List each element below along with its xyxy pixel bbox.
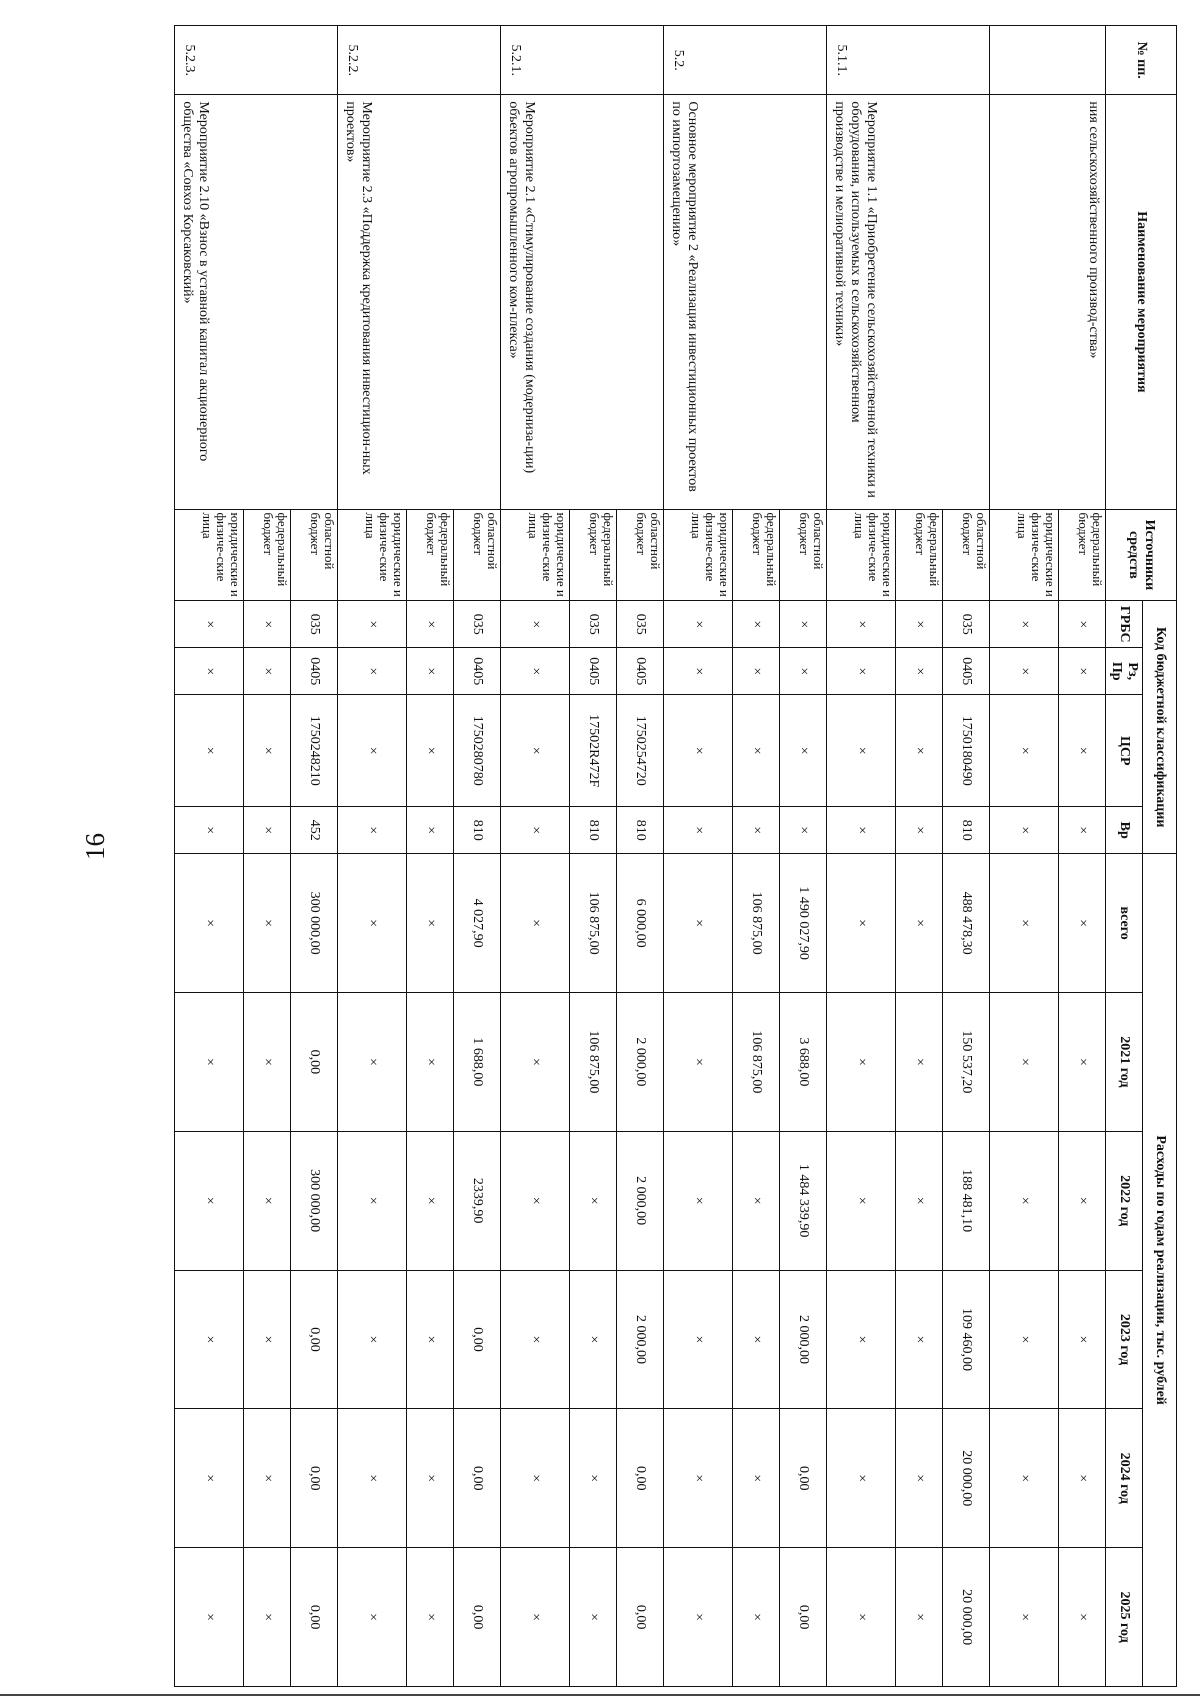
header-total: всего <box>1105 854 1142 993</box>
cell-grbs: × <box>895 601 942 648</box>
funding-source: областной бюджет <box>779 509 826 601</box>
cell-rzpr: 0405 <box>569 648 616 695</box>
table-row <box>616 26 663 1687</box>
header-2022: 2022 год <box>1105 1131 1142 1270</box>
cell-y2025: 0,00 <box>453 1548 500 1687</box>
cell-grbs: 035 <box>290 601 337 648</box>
cell-y2023: × <box>895 1270 942 1409</box>
cell-total: 488 478,30 <box>942 854 989 993</box>
cell-rzpr: × <box>175 648 244 695</box>
cell-grbs: × <box>732 601 779 648</box>
row-number: 5.1.1. <box>827 26 990 95</box>
cell-y2024: × <box>569 1409 616 1548</box>
cell-rzpr: 0405 <box>453 648 500 695</box>
cell-csr: × <box>243 695 290 807</box>
cell-y2025: × <box>732 1548 779 1687</box>
cell-total: × <box>243 854 290 993</box>
cell-y2024: 0,00 <box>616 1409 663 1548</box>
cell-csr: 1750180490 <box>942 695 989 807</box>
cell-y2023: × <box>501 1270 570 1409</box>
cell-vr: × <box>732 807 779 854</box>
header-name: Наименование мероприятия <box>1105 95 1176 509</box>
row-number: 5.2.2. <box>338 26 501 95</box>
cell-y2022: 2339,90 <box>453 1131 500 1270</box>
cell-y2022: × <box>243 1131 290 1270</box>
cell-y2025: 0,00 <box>616 1548 663 1687</box>
cell-y2022: 1 484 339,90 <box>779 1131 826 1270</box>
cell-vr: 810 <box>453 807 500 854</box>
cell-vr: × <box>501 807 570 854</box>
cell-rzpr: × <box>732 648 779 695</box>
header-budget-code: Код бюджетной классификации <box>1143 601 1177 854</box>
funding-source: федеральный бюджет <box>895 509 942 601</box>
cell-y2024: × <box>406 1409 453 1548</box>
funding-source: областной бюджет <box>942 509 989 601</box>
funding-source: федеральный бюджет <box>569 509 616 601</box>
page-number: 16 <box>80 833 110 860</box>
cell-y2023: 2 000,00 <box>616 1270 663 1409</box>
cell-y2024: 0,00 <box>453 1409 500 1548</box>
cell-grbs: × <box>779 601 826 648</box>
cell-y2021: 106 875,00 <box>569 993 616 1132</box>
cell-rzpr: × <box>338 648 407 695</box>
cell-y2023: × <box>1058 1270 1105 1409</box>
measure-name: Мероприятие 1.1 «Приобретение сельскохозяйственной техники и оборудования, используемых в сельскохозяйственном производстве и мелиоративной техники» <box>827 95 990 509</box>
cell-y2025: 20 000,00 <box>942 1548 989 1687</box>
cell-y2025: × <box>338 1548 407 1687</box>
cell-vr: × <box>175 807 244 854</box>
cell-y2023: × <box>338 1270 407 1409</box>
cell-y2022: × <box>175 1131 244 1270</box>
cell-grbs: × <box>990 601 1059 648</box>
cell-y2022: 188 481,10 <box>942 1131 989 1270</box>
cell-rzpr: 0405 <box>942 648 989 695</box>
cell-rzpr: 0405 <box>290 648 337 695</box>
cell-vr: 810 <box>569 807 616 854</box>
cell-y2021: × <box>1058 993 1105 1132</box>
funding-source: федеральный бюджет <box>732 509 779 601</box>
cell-rzpr: × <box>990 648 1059 695</box>
funding-source: юридические и физиче-ские лица <box>175 509 244 601</box>
header-source: Источники средств <box>1105 509 1176 601</box>
funding-source: областной бюджет <box>616 509 663 601</box>
cell-total: 6 000,00 <box>616 854 663 993</box>
cell-y2025: 0,00 <box>779 1548 826 1687</box>
cell-y2024: × <box>732 1409 779 1548</box>
cell-y2024: × <box>990 1409 1059 1548</box>
cell-y2021: 1 688,00 <box>453 993 500 1132</box>
cell-y2024: × <box>243 1409 290 1548</box>
funding-source: федеральный бюджет <box>1058 509 1105 601</box>
cell-y2021: × <box>501 993 570 1132</box>
cell-grbs: × <box>175 601 244 648</box>
rotated-table-container <box>174 25 1177 1687</box>
cell-csr: × <box>501 695 570 807</box>
cell-y2023: × <box>243 1270 290 1409</box>
row-number: 5.2.1. <box>501 26 664 95</box>
cell-y2025: × <box>243 1548 290 1687</box>
cell-y2023: 109 460,00 <box>942 1270 989 1409</box>
cell-y2024: × <box>827 1409 896 1548</box>
cell-vr: × <box>990 807 1059 854</box>
table-row <box>1058 26 1105 1687</box>
cell-y2022: 300 000,00 <box>290 1131 337 1270</box>
header-2025: 2025 год <box>1105 1548 1142 1687</box>
funding-source: юридические и физиче-ские лица <box>664 509 733 601</box>
cell-grbs: × <box>1058 601 1105 648</box>
measure-name: Мероприятие 2.1 «Стимулирование создания (модерниза-ции) объектов агропромышленного ком-плекса» <box>501 95 664 509</box>
cell-total: 106 875,00 <box>732 854 779 993</box>
cell-csr: × <box>175 695 244 807</box>
cell-total: × <box>501 854 570 993</box>
cell-vr: × <box>338 807 407 854</box>
cell-grbs: 035 <box>453 601 500 648</box>
cell-grbs: × <box>664 601 733 648</box>
measure-name: Основное мероприятие 2 «Реализация инвестиционных проектов по импортозамещению» <box>664 95 827 509</box>
cell-csr: × <box>732 695 779 807</box>
header-2024: 2024 год <box>1105 1409 1142 1548</box>
header-csr: ЦСР <box>1105 695 1142 807</box>
cell-csr: × <box>1058 695 1105 807</box>
row-number <box>990 26 1106 95</box>
cell-y2023: × <box>569 1270 616 1409</box>
cell-y2024: × <box>1058 1409 1105 1548</box>
scan-edge-line <box>0 1694 1200 1696</box>
cell-y2023: 0,00 <box>290 1270 337 1409</box>
cell-y2024: × <box>895 1409 942 1548</box>
cell-y2025: × <box>664 1548 733 1687</box>
funding-source: областной бюджет <box>290 509 337 601</box>
funding-source: юридические и физиче-ские лица <box>827 509 896 601</box>
cell-grbs: × <box>338 601 407 648</box>
table-row <box>453 26 500 1687</box>
cell-y2021: × <box>827 993 896 1132</box>
funding-source: областной бюджет <box>453 509 500 601</box>
funding-source: федеральный бюджет <box>406 509 453 601</box>
cell-y2025: × <box>406 1548 453 1687</box>
funding-source: юридические и физиче-ские лица <box>338 509 407 601</box>
cell-rzpr: × <box>779 648 826 695</box>
cell-y2025: × <box>895 1548 942 1687</box>
cell-total: × <box>406 854 453 993</box>
cell-y2024: × <box>175 1409 244 1548</box>
cell-y2021: 150 537,20 <box>942 993 989 1132</box>
funding-source: федеральный бюджет <box>243 509 290 601</box>
cell-csr: × <box>406 695 453 807</box>
cell-y2022: × <box>569 1131 616 1270</box>
cell-total: × <box>827 854 896 993</box>
table-row <box>779 26 826 1687</box>
cell-total: 106 875,00 <box>569 854 616 993</box>
measure-name: Мероприятие 2.3 «Поддержка кредитования инвестицион-ных проектов» <box>338 95 501 509</box>
cell-csr: × <box>338 695 407 807</box>
cell-total: 300 000,00 <box>290 854 337 993</box>
header-num: № пп. <box>1105 26 1176 95</box>
cell-grbs: 035 <box>616 601 663 648</box>
cell-y2024: × <box>664 1409 733 1548</box>
table-body <box>175 26 1106 1687</box>
header-rzpr: Рз, Пр <box>1105 648 1142 695</box>
header-grbs: ГРБС <box>1105 601 1142 648</box>
cell-vr: × <box>664 807 733 854</box>
cell-y2021: × <box>406 993 453 1132</box>
row-number: 5.2. <box>664 26 827 95</box>
measure-name: ния сельскохозяйственного производ-ства» <box>990 95 1106 509</box>
budget-table <box>174 25 1177 1687</box>
cell-csr: × <box>827 695 896 807</box>
cell-y2025: × <box>175 1548 244 1687</box>
funding-source: юридические и физиче-ские лица <box>501 509 570 601</box>
cell-y2024: 0,00 <box>779 1409 826 1548</box>
cell-y2023: × <box>990 1270 1059 1409</box>
cell-y2022: × <box>664 1131 733 1270</box>
cell-total: × <box>1058 854 1105 993</box>
cell-y2025: × <box>827 1548 896 1687</box>
cell-grbs: × <box>243 601 290 648</box>
cell-y2021: × <box>243 993 290 1132</box>
cell-y2025: × <box>501 1548 570 1687</box>
cell-y2021: × <box>338 993 407 1132</box>
table-row <box>942 26 989 1687</box>
cell-rzpr: × <box>827 648 896 695</box>
cell-y2023: × <box>827 1270 896 1409</box>
cell-y2022: 2 000,00 <box>616 1131 663 1270</box>
cell-total: × <box>990 854 1059 993</box>
funding-source: юридические и физиче-ские лица <box>990 509 1059 601</box>
cell-y2021: × <box>990 993 1059 1132</box>
cell-vr: × <box>1058 807 1105 854</box>
cell-vr: × <box>827 807 896 854</box>
cell-csr: 17502R472F <box>569 695 616 807</box>
cell-y2021: × <box>175 993 244 1132</box>
cell-total: × <box>664 854 733 993</box>
cell-y2021: 3 688,00 <box>779 993 826 1132</box>
cell-rzpr: × <box>664 648 733 695</box>
cell-rzpr: × <box>1058 648 1105 695</box>
cell-vr: 810 <box>942 807 989 854</box>
cell-y2024: 20 000,00 <box>942 1409 989 1548</box>
cell-y2025: × <box>569 1548 616 1687</box>
cell-rzpr: × <box>406 648 453 695</box>
cell-y2022: × <box>895 1131 942 1270</box>
header-2021: 2021 год <box>1105 993 1142 1132</box>
cell-total: × <box>895 854 942 993</box>
cell-grbs: × <box>501 601 570 648</box>
cell-y2022: × <box>1058 1131 1105 1270</box>
cell-y2022: × <box>338 1131 407 1270</box>
header-2023: 2023 год <box>1105 1270 1142 1409</box>
cell-vr: × <box>406 807 453 854</box>
cell-y2022: × <box>732 1131 779 1270</box>
cell-csr: × <box>990 695 1059 807</box>
cell-csr: 1750280780 <box>453 695 500 807</box>
cell-rzpr: × <box>501 648 570 695</box>
cell-y2021: 0,00 <box>290 993 337 1132</box>
cell-total: 4 027,90 <box>453 854 500 993</box>
table-row <box>290 26 337 1687</box>
cell-y2023: × <box>664 1270 733 1409</box>
cell-y2021: 106 875,00 <box>732 993 779 1132</box>
row-number: 5.2.3. <box>175 26 338 95</box>
cell-y2023: 2 000,00 <box>779 1270 826 1409</box>
header-expenses: Расходы по годам реализации, тыс. рублей <box>1143 854 1177 1687</box>
cell-vr: × <box>895 807 942 854</box>
cell-rzpr: × <box>243 648 290 695</box>
cell-total: 1 490 027,90 <box>779 854 826 993</box>
cell-csr: × <box>664 695 733 807</box>
cell-vr: × <box>779 807 826 854</box>
cell-y2023: × <box>406 1270 453 1409</box>
cell-grbs: 035 <box>942 601 989 648</box>
cell-y2021: × <box>664 993 733 1132</box>
cell-y2022: × <box>990 1131 1059 1270</box>
header-vr: Вр <box>1105 807 1142 854</box>
cell-y2025: 0,00 <box>290 1548 337 1687</box>
cell-y2021: × <box>895 993 942 1132</box>
cell-vr: × <box>243 807 290 854</box>
cell-csr: × <box>895 695 942 807</box>
cell-rzpr: 0405 <box>616 648 663 695</box>
cell-y2021: 2 000,00 <box>616 993 663 1132</box>
cell-csr: 1750254720 <box>616 695 663 807</box>
cell-y2022: × <box>406 1131 453 1270</box>
cell-vr: 452 <box>290 807 337 854</box>
measure-name: Мероприятие 2.10 «Взнос в уставной капитал акционерного общества «Совхоз Корсаковский» <box>175 95 338 509</box>
cell-vr: 810 <box>616 807 663 854</box>
cell-y2022: × <box>827 1131 896 1270</box>
cell-y2023: × <box>732 1270 779 1409</box>
cell-y2023: 0,00 <box>453 1270 500 1409</box>
cell-y2024: × <box>501 1409 570 1548</box>
cell-total: × <box>338 854 407 993</box>
cell-y2023: × <box>175 1270 244 1409</box>
cell-csr: × <box>779 695 826 807</box>
cell-grbs: × <box>406 601 453 648</box>
cell-y2025: × <box>990 1548 1059 1687</box>
cell-y2025: × <box>1058 1548 1105 1687</box>
cell-y2024: × <box>338 1409 407 1548</box>
cell-csr: 1750248210 <box>290 695 337 807</box>
cell-rzpr: × <box>895 648 942 695</box>
cell-total: × <box>175 854 244 993</box>
cell-grbs: × <box>827 601 896 648</box>
cell-y2024: 0,00 <box>290 1409 337 1548</box>
cell-grbs: 035 <box>569 601 616 648</box>
cell-y2022: × <box>501 1131 570 1270</box>
